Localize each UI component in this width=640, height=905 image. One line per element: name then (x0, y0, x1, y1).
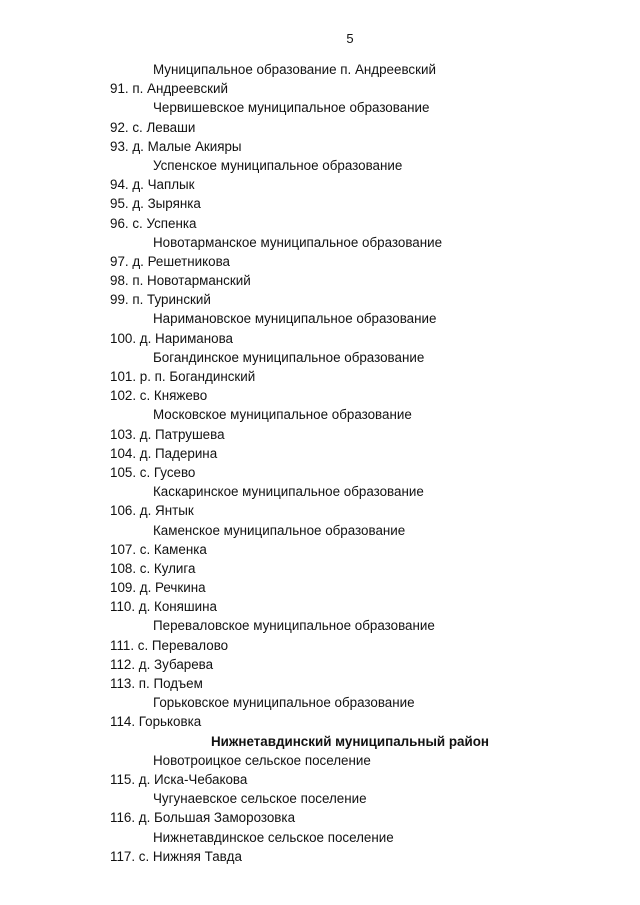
settlement-item: 97. д. Решетникова (110, 253, 230, 269)
settlement-item: 108. с. Кулига (110, 560, 196, 576)
municipality-heading: Червишевское муниципальное образование (153, 100, 430, 116)
municipality-heading: Муниципальное образование п. Андреевский (153, 62, 436, 77)
settlement-item: 110. д. Коняшина (110, 599, 218, 615)
settlement-list (0, 60, 640, 866)
municipality-heading: Новотарманское муниципальное образование (153, 234, 443, 250)
settlement-item: 116. д. Большая Заморозовка (110, 810, 296, 826)
settlement-item: 112. д. Зубарева (110, 656, 214, 672)
settlement-item: 103. д. Патрушева (110, 426, 225, 442)
district-heading: Нижнетавдинский муниципальный район (211, 733, 489, 749)
settlement-item: 94. д. Чаплык (110, 177, 195, 193)
page-number: 5 (346, 31, 354, 46)
settlement-item: 109. д. Речкина (110, 580, 206, 596)
settlement-item: 98. п. Новотарманский (110, 273, 251, 289)
settlement-item: 113. п. Подъем (110, 676, 203, 691)
settlement-item: 96. с. Успенка (110, 215, 197, 231)
settlement-item: 105. с. Гусево (110, 464, 196, 480)
settlement-item: 106. д. Янтык (110, 503, 194, 519)
municipality-heading: Новотроицкое сельское поселение (153, 752, 371, 768)
settlement-item: 102. с. Княжево (110, 388, 208, 404)
settlement-item: 104. д. Падерина (110, 445, 218, 461)
municipality-heading: Наримановское муниципальное образование (153, 311, 437, 327)
settlement-item: 117. с. Нижняя Тавда (110, 848, 242, 864)
settlement-item: 95. д. Зырянка (110, 196, 201, 212)
settlement-item: 101. р. п. Богандинский (110, 369, 256, 384)
municipality-heading: Каменское муниципальное образование (153, 522, 406, 538)
municipality-heading: Московское муниципальное образование (153, 407, 412, 423)
settlement-item: 114. Горьковка (110, 714, 202, 730)
municipality-heading: Успенское муниципальное образование (153, 157, 403, 173)
settlement-item: 91. п. Андреевский (110, 81, 228, 97)
municipality-heading: Перевaловское муниципальное образование (153, 618, 435, 634)
municipality-heading: Нижнетавдинское сельское поселение (153, 829, 394, 845)
municipality-heading: Каскаринское муниципальное образование (153, 484, 424, 500)
settlement-item: 100. д. Нариманова (110, 330, 233, 346)
municipality-heading: Чугунаевское сельское поселение (153, 791, 367, 807)
municipality-heading: Богандинское муниципальное образование (153, 349, 425, 365)
municipality-heading: Горьковское муниципальное образование (153, 695, 415, 711)
settlement-item: 99. п. Туринский (110, 292, 211, 308)
settlement-item: 92. с. Леваши (110, 119, 196, 135)
settlement-item: 115. д. Иска-Чебакова (110, 771, 248, 787)
settlement-item: 111. с. Перевалово (110, 637, 229, 653)
settlement-item: 107. с. Каменка (110, 541, 207, 557)
settlement-item: 93. д. Малые Акияры (110, 138, 242, 154)
